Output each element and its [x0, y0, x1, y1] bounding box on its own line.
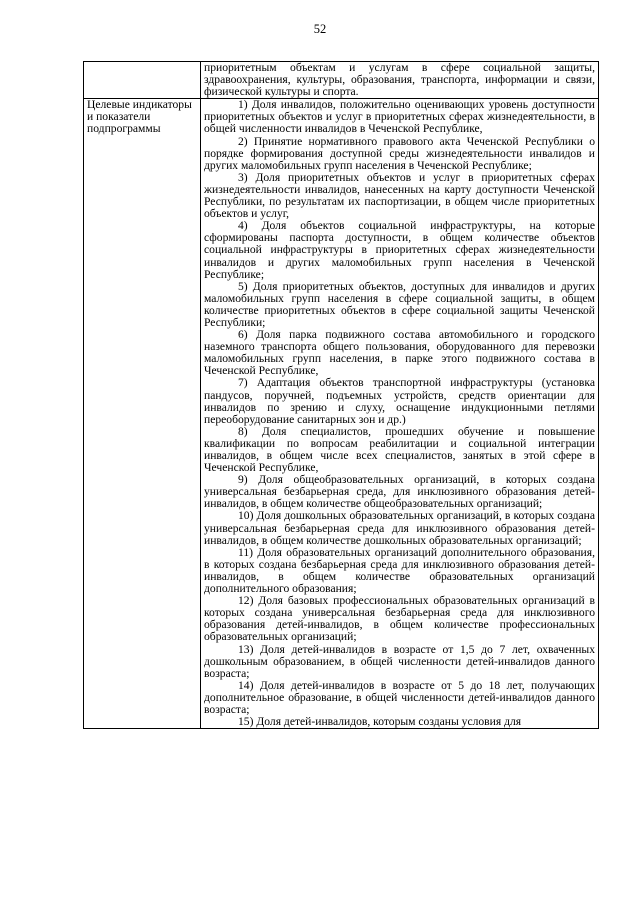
indicator-item: 10) Доля дошкольных образовательных организаций, в которых создана универсальная безбарьерная среда для инклюзивного образования детей-инвалидов, в общем количестве дошкольных образовательных организаций; — [204, 509, 595, 547]
continuation-left-cell — [84, 62, 201, 99]
continuation-right-cell: приоритетным объектам и услугам в сфере социальной защиты, здравоохранения, культуры, образования, транспорта, информации и связи, физической культуры и спорта. — [201, 62, 599, 99]
indicator-item: 1) Доля инвалидов, положительно оценивающих уровень доступности приоритетных объектов и услуг в приоритетных сферах жизнедеятельности, в общей численности инвалидов в Чеченской Республике, — [204, 98, 595, 136]
indicators-label-cell: Целевые индикаторы и показатели подпрограммы — [84, 99, 201, 729]
indicator-item: 3) Доля приоритетных объектов и услуг в приоритетных сферах жизнедеятельности инвалидов, нанесенных на карту доступности Чеченской Республики, по результатам их паспортизации, в общем числе приоритетных объектов и услуг, — [204, 170, 595, 221]
subprogram-passport-table — [83, 61, 599, 729]
indicator-item: 9) Доля общеобразовательных организаций, в которых создана универсальная безбарьерная среда, для инклюзивного образования детей-инвалидов, в общем количестве общеобразовательных организаций; — [204, 473, 595, 511]
indicator-item: 4) Доля объектов социальной инфраструктуры, на которые сформированы паспорта доступности, в общем количестве объектов социальной инфраструктуры в приоритетных сферах жизнедеятельности инвалидов и других маломобильных групп населения в Чеченской Республике; — [204, 219, 595, 281]
continuation-row — [84, 62, 599, 99]
page-number: 52 — [313, 22, 327, 36]
indicator-item: 6) Доля парка подвижного состава автомобильного и городского наземного транспорта общего пользования, оборудованного для перевозки маломобильных групп населения, в парке этого подвижного состава в Чеченской Республике, — [204, 328, 595, 378]
indicator-item: 2) Принятие нормативного правового акта Чеченской Республики о порядке формирования доступной среды жизнедеятельности инвалидов и других маломобильных групп населения в Чеченской Республике; — [204, 134, 595, 172]
indicator-item: 8) Доля специалистов, прошедших обучение и повышение квалификации по вопросам реабилитации и социальной интеграции инвалидов, в общем числе всех специалистов, занятых в этой сфере в Чеченской Республике, — [204, 424, 595, 475]
indicators-row — [84, 99, 599, 729]
indicator-item: 14) Доля детей-инвалидов в возрасте от 5 до 18 лет, получающих дополнительное образование, в общей численности детей-инвалидов данного возраста; — [204, 678, 595, 716]
indicator-item: 11) Доля образовательных организаций дополнительного образования, в которых создана безбарьерная среда для инклюзивного образования детей-инвалидов, в общем количестве образовательных организаций дополнительного образования; — [204, 545, 595, 596]
indicator-item: 12) Доля базовых профессиональных образовательных организаций в которых создана универсальная безбарьерная среда для инклюзивного образования детей-инвалидов, в общем количестве профессиональных образовательных организаций; — [204, 594, 595, 644]
indicator-item: 5) Доля приоритетных объектов, доступных для инвалидов и других маломобильных групп населения в сфере социальной защиты, в общем количестве приоритетных объектов в сфере социальной защиты Чеченской Республики; — [204, 279, 595, 329]
indicator-item: 15) Доля детей-инвалидов, которым созданы условия для — [238, 715, 522, 729]
indicator-item: 7) Адаптация объектов транспортной инфраструктуры (установка пандусов, поручней, подъемных устройств, средств ориентации для инвалидов по зрению и слуху, оснащение индукционными петлями переоборудование санитарных зон и др.) — [204, 376, 595, 426]
indicators-list-cell — [201, 99, 599, 729]
indicator-item: 13) Доля детей-инвалидов в возрасте от 1,5 до 7 лет, охваченных дошкольным образованием, в общей численности детей-инвалидов данного возраста; — [204, 642, 595, 680]
